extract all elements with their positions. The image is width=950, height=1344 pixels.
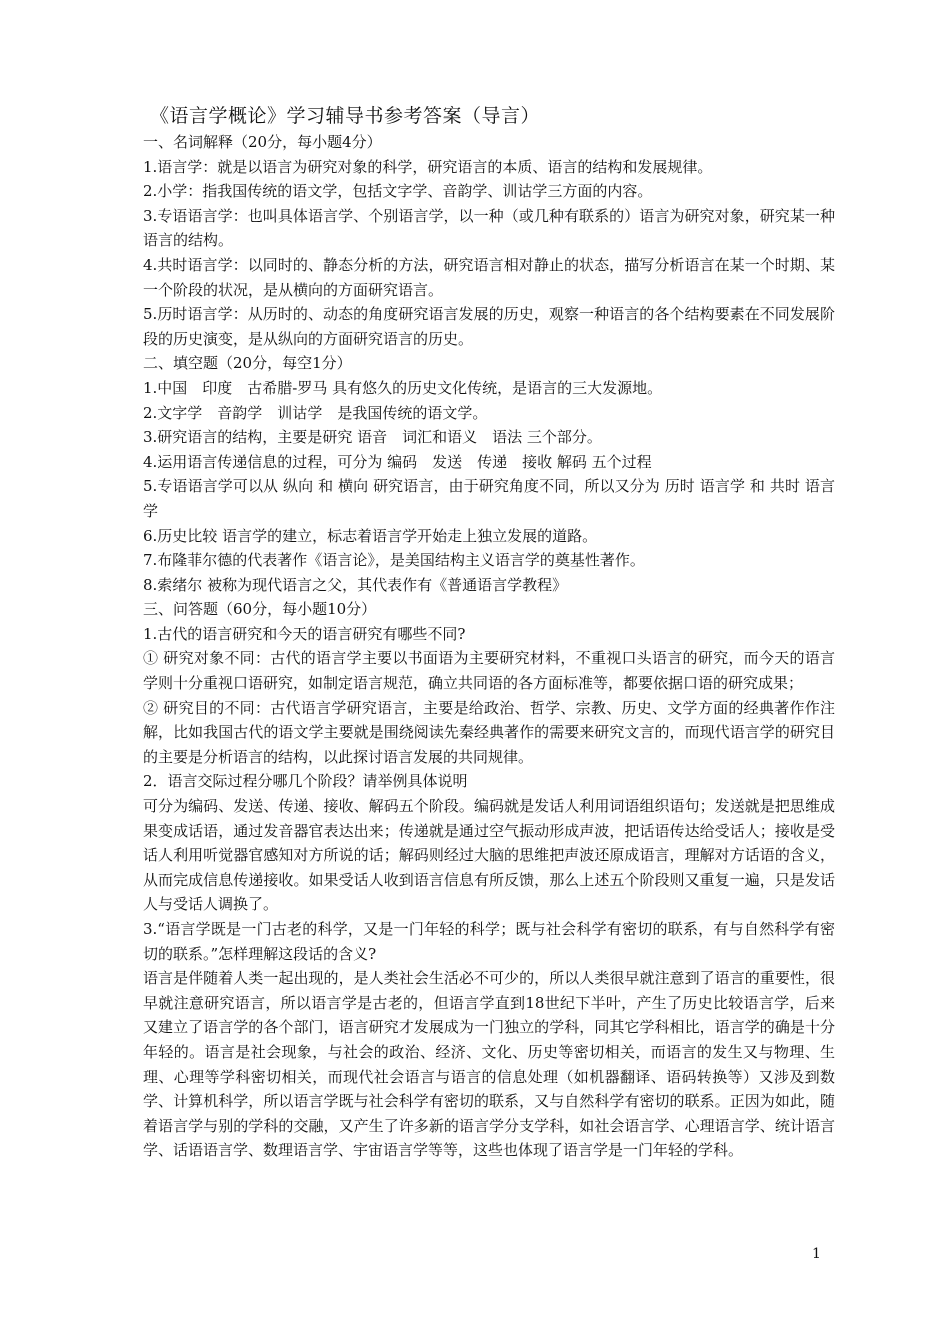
fill-in-item: 3.研究语言的结构，主要是研究 语音 词汇和语义 语法 三个部分。 <box>143 428 602 447</box>
definition-item: 3.专语语言学：也叫具体语言学、个别语言学，以一种（或几种有联系的）语言为研究对象，研究某一种语言的结构。 <box>143 206 835 250</box>
section-heading-definitions: 一、名词解释（20分，每小题4分） <box>143 133 382 151</box>
question-2: 2．语言交际过程分哪几个阶段？请举例具体说明 <box>143 772 468 791</box>
fill-in-item: 1.中国 印度 古希腊-罗马 具有悠久的历史文化传统，是语言的三大发源地。 <box>143 378 663 397</box>
definition-item: 4.共时语言学：以同时的、静态分析的方法，研究语言相对静止的状态，描写分析语言在某一个时期、某一个阶段的状况，是从横向的方面研究语言。 <box>143 255 835 299</box>
definition-item: 5.历时语言学：从历时的、动态的角度研究语言发展的历史，观察一种语言的各个结构要素在不同发展阶段的历史演变，是从纵向的方面研究语言的历史。 <box>143 305 835 348</box>
definition-item: 1.语言学：就是以语言为研究对象的科学，研究语言的本质、语言的结构和发展规律。 <box>143 157 713 176</box>
fill-in-item: 6.历史比较 语言学的建立，标志着语言学开始走上独立发展的道路。 <box>143 526 598 545</box>
fill-in-item: 8.索绪尔 被称为现代语言之父，其代表作有《普通语言学教程》 <box>143 575 568 594</box>
question-3: 3.“语言学既是一门古老的科学，又是一门年轻的科学；既与社会科学有密切的联系，有与自然科学有密切的联系。”怎样理解这段话的含义? <box>143 920 835 963</box>
document-title: 《语言学概论》学习辅导书参考答案（导言） <box>150 105 541 127</box>
document-body <box>143 103 835 1163</box>
answer-2: 可分为编码、发送、传递、接收、解码五个阶段。编码就是发话人利用词语组织语句；发送就是把思维成果变成话语，通过发音器官表达出来；传递就是通过空气振动形成声波，把话语传达给受话人；接收是受话人利用听觉器官感知对方所说的话；解码则经过大脑的思维把声波还原成语言，理解对方话语的含义，从而完成信息传递接收。如果受话人收到语言信息有所反馈，那么上述五个阶段则又重复一遍，只是发话人与受话人调换了。 <box>143 797 835 914</box>
answer-1-part-2: ② 研究目的不同：古代语言学研究语言，主要是给政治、哲学、宗教、历史、文学方面的经典著作作注解，比如我国古代的语文学主要就是围绕阅读先秦经典著作的需要来研究文言的，而现代语言学的研究目的主要是分析语言的结构，以此探讨语言发展的共同规律。 <box>143 698 835 766</box>
answer-3: 语言是伴随着人类一起出现的，是人类社会生活必不可少的，所以人类很早就注意到了语言的重要性，很早就注意研究语言，所以语言学是古老的，但语言学直到18世纪下半叶，产生了历史比较语言学，后来又建立了语言学的各个部门，语言研究才发展成为一门独立的学科，同其它学科相比，语言学的确是十分年轻的。语言是社会现象，与社会的政治、经济、文化、历史等密切相关，而语言的发生又与物理、生理、心理等学科密切相关，而现代社会语言与语言的信息处理（如机器翻译、语码转换等）又涉及到数学、计算机科学，所以语言学既与社会科学有密切的联系，又与自然科学有密切的联系。正因为如此，随着语言学与别的学科的交融，又产生了许多新的语言学分支学科，如社会语言学、心理语言学、统计语言学、话语语言学、数理语言学、宇宙语言学等等，这些也体现了语言学是一门年轻的学科。 <box>143 969 835 1160</box>
answer-1-part-1: ① 研究对象不同：古代的语言学主要以书面语为主要研究材料，不重视口头语言的研究，而今天的语言学则十分重视口语研究，如制定语言规范，确立共同语的各方面标准等，都要依据口语的研究成果； <box>143 649 835 693</box>
fill-in-item: 5.专语语言学可以从 纵向 和 横向 研究语言，由于研究角度不同，所以又分为 历时 语言学 和 共时 语言学 <box>143 477 835 520</box>
definition-item: 2.小学：指我国传统的语文学，包括文字学、音韵学、训诂学三方面的内容。 <box>143 182 653 201</box>
question-1: 1.古代的语言研究和今天的语言研究有哪些不同? <box>143 624 466 643</box>
fill-in-item: 4.运用语言传递信息的过程，可分为 编码 发送 传递 接收 解码 五个过程 <box>143 452 652 471</box>
fill-in-item: 7.布隆菲尔德的代表著作《语言论》，是美国结构主义语言学的奠基性著作。 <box>143 551 645 570</box>
fill-in-item: 2.文字学 音韵学 训诂学 是我国传统的语文学。 <box>143 403 488 422</box>
section-heading-qa: 三、问答题（60分，每小题10分） <box>143 600 377 619</box>
page-number: 1 <box>812 1246 821 1262</box>
section-heading-fill-in: 二、填空题（20分，每空1分） <box>143 354 352 373</box>
